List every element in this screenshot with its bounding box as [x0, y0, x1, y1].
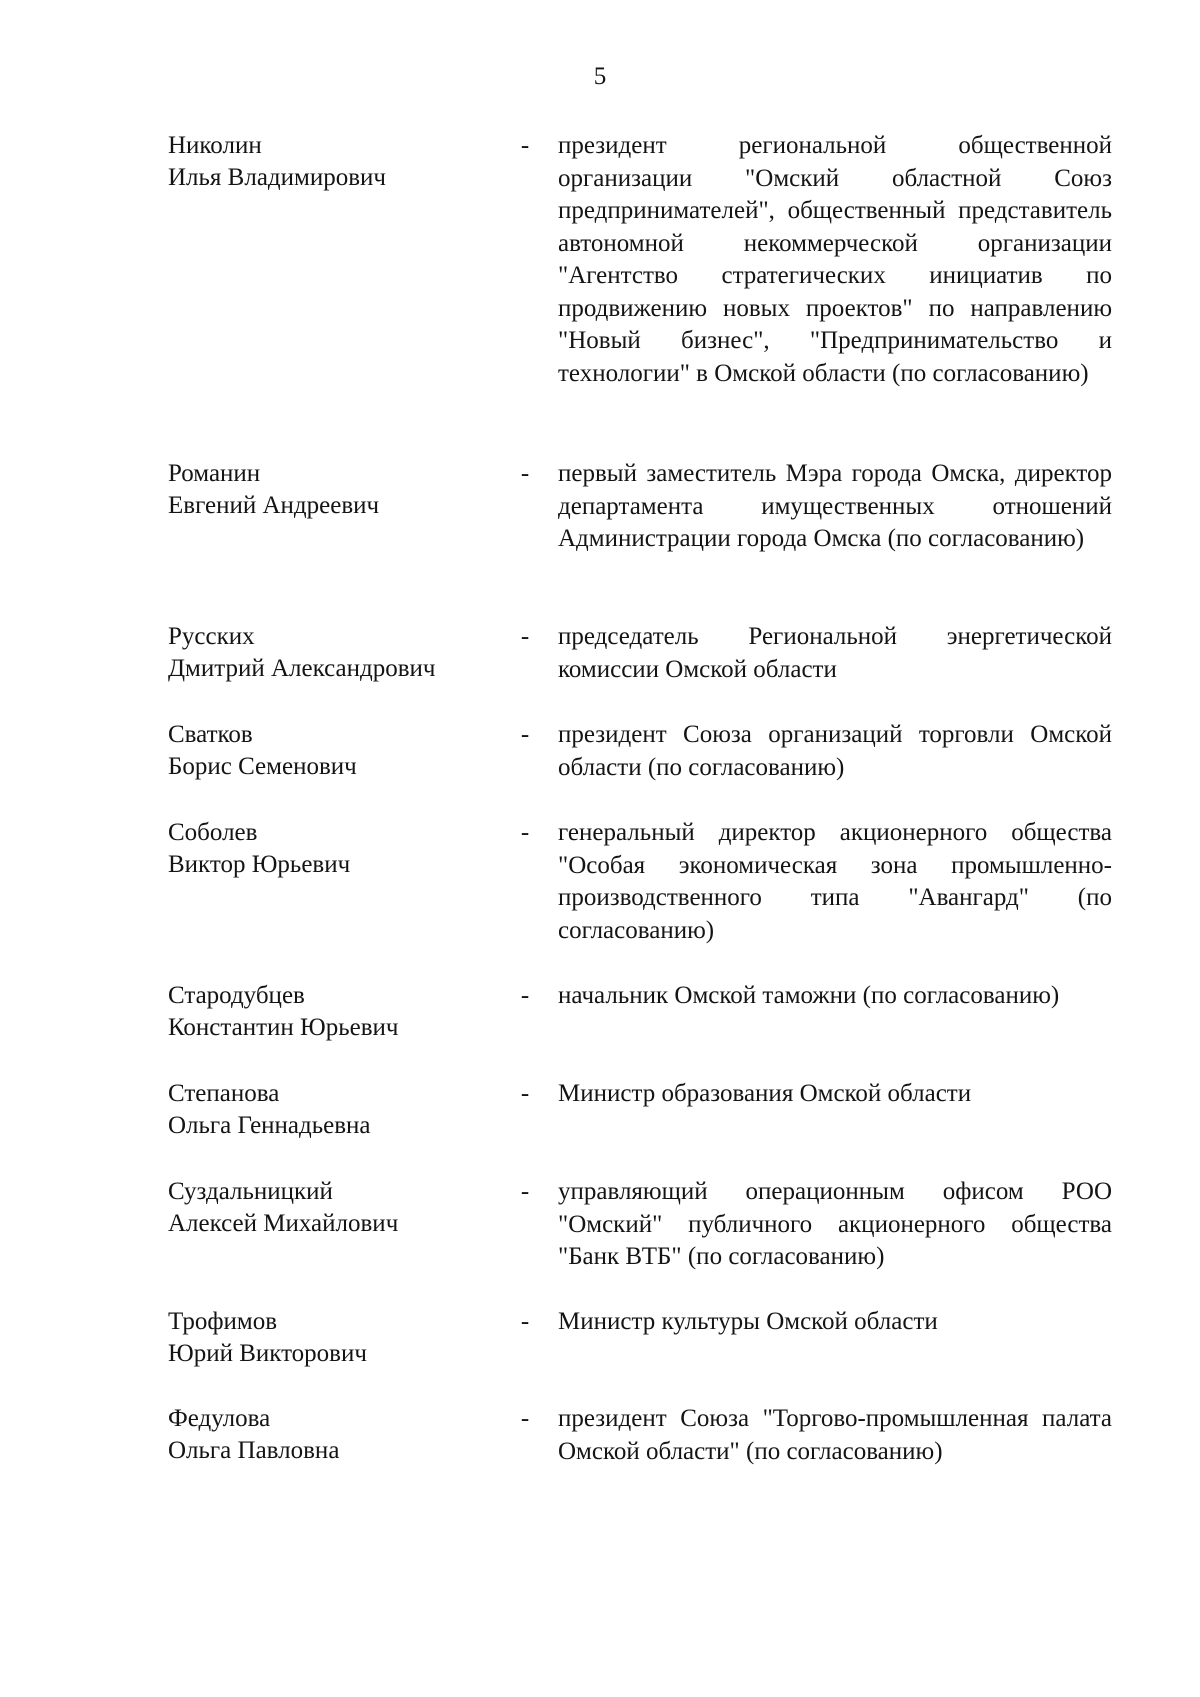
separator-dash: -	[520, 132, 530, 159]
member-position: Министр образования Омской области	[558, 1080, 972, 1107]
member-name	[168, 1306, 508, 1370]
member-position: президент региональной общественной организации "Омский областной Союз предпринимателей", общественный представитель автономной некоммерческой организации "Агентство стратегических инициатив по продвижению новых проектов" по направлению "Новый бизнес", "Предпринимательство и технологии" в Омской области (по согласованию)	[558, 132, 1112, 387]
member-name	[168, 1078, 508, 1142]
member-surname: Романин	[168, 460, 261, 487]
member-name	[168, 980, 508, 1044]
member-name	[168, 621, 508, 685]
separator-dash: -	[520, 460, 530, 487]
member-given-names: Борис Семенович	[168, 753, 357, 780]
separator-dash: -	[520, 623, 530, 650]
separator-dash: -	[520, 982, 530, 1009]
member-surname: Степанова	[168, 1080, 280, 1107]
member-position: генеральный директор акционерного общества "Особая экономическая зона промышленно-производственного типа "Авангард" (по согласованию)	[558, 819, 1112, 944]
member-given-names: Дмитрий Александрович	[168, 655, 436, 682]
member-surname: Сватков	[168, 721, 253, 748]
member-given-names: Юрий Викторович	[168, 1340, 367, 1367]
member-position: управляющий операционным офисом РОО "Омский" публичного акционерного общества "Банк ВТБ" (по согласованию)	[558, 1178, 1112, 1270]
member-surname: Трофимов	[168, 1308, 278, 1335]
member-position: президент Союза "Торгово-промышленная палата Омской области" (по согласованию)	[558, 1405, 1112, 1465]
member-given-names: Евгений Андреевич	[168, 492, 380, 519]
member-given-names: Ольга Павловна	[168, 1437, 340, 1464]
page-number: 5	[593, 63, 607, 90]
member-surname: Стародубцев	[168, 982, 305, 1009]
member-given-names: Константин Юрьевич	[168, 1014, 399, 1041]
separator-dash: -	[520, 819, 530, 846]
member-given-names: Ольга Геннадьевна	[168, 1112, 371, 1139]
member-name	[168, 458, 508, 522]
member-surname: Русских	[168, 623, 255, 650]
member-position: Министр культуры Омской области	[558, 1308, 938, 1335]
separator-dash: -	[520, 721, 530, 748]
member-name	[168, 719, 508, 783]
member-name	[168, 817, 508, 881]
separator-dash: -	[520, 1308, 530, 1335]
member-position: начальник Омской таможни (по согласованию)	[558, 982, 1060, 1009]
member-surname: Соболев	[168, 819, 258, 846]
separator-dash: -	[520, 1405, 530, 1432]
separator-dash: -	[520, 1080, 530, 1107]
member-given-names: Алексей Михайлович	[168, 1210, 399, 1237]
separator-dash: -	[520, 1178, 530, 1205]
member-position: президент Союза организаций торговли Омской области (по согласованию)	[558, 721, 1112, 781]
member-name	[168, 1176, 508, 1240]
member-surname: Суздальницкий	[168, 1178, 333, 1205]
member-surname: Федулова	[168, 1405, 271, 1432]
member-name	[168, 1403, 508, 1467]
member-surname: Николин	[168, 132, 262, 159]
member-position: первый заместитель Мэра города Омска, директор департамента имущественных отношений Администрации города Омска (по согласованию)	[558, 460, 1112, 552]
member-position: председатель Региональной энергетической комиссии Омской области	[558, 623, 1112, 683]
member-given-names: Виктор Юрьевич	[168, 851, 351, 878]
member-name	[168, 130, 508, 194]
member-given-names: Илья Владимирович	[168, 164, 386, 191]
